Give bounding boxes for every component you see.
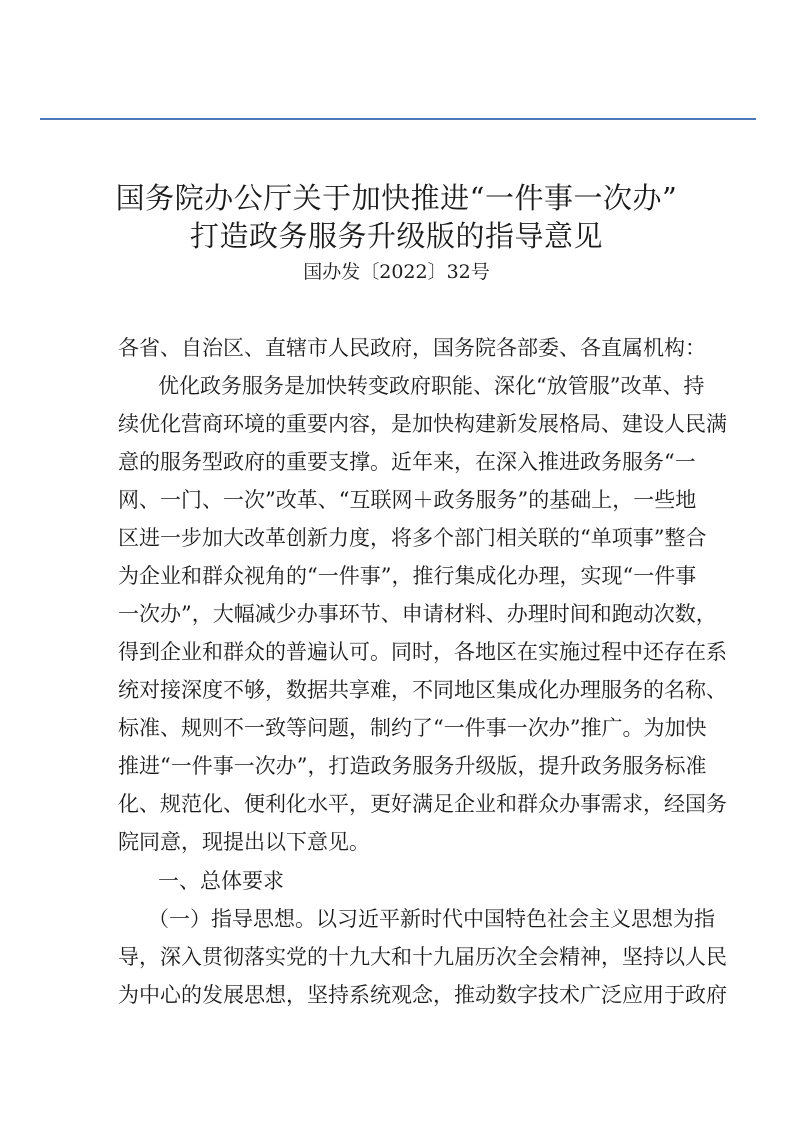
paragraph-1-line: 院同意，现提出以下意见。 bbox=[118, 830, 370, 854]
paragraph-1-line: 得到企业和群众的普遍认可。同时，各地区在实施过程中还存在系 bbox=[118, 640, 727, 664]
paragraph-2-line: 导，深入贯彻落实党的十九大和十九届历次全会精神，坚持以人民 bbox=[118, 945, 727, 969]
paragraph-1-line: 续优化营商环境的重要内容，是加快构建新发展格局、建设人民满 bbox=[118, 412, 727, 436]
paragraph-2-line: 为中心的发展思想，坚持系统观念，推动数字技术广泛应用于政府 bbox=[118, 983, 727, 1007]
paragraph-1-line: 意的服务型政府的重要支撑。近年来，在深入推进政务服务“一 bbox=[118, 450, 696, 474]
paragraph-1-line: 一次办”，大幅减少办事环节、申请材料、办理时间和跑动次数， bbox=[118, 602, 717, 626]
salutation: 各省、自治区、直辖市人民政府，国务院各部委、各直属机构： bbox=[118, 336, 706, 360]
document-title-line-2: 打造政务服务升级版的指导意见 bbox=[189, 219, 603, 253]
paragraph-1-line: 区进一步加大改革创新力度，将多个部门相关联的“单项事”整合 bbox=[118, 526, 707, 550]
header-rule bbox=[40, 118, 756, 120]
document-number: 国办发〔2022〕32号 bbox=[303, 261, 490, 283]
paragraph-1-line: 推进“一件事一次办”，打造政务服务升级版，提升政务服务标准 bbox=[118, 754, 707, 778]
paragraph-1-line: 统对接深度不够，数据共享难，不同地区集成化办理服务的名称、 bbox=[118, 678, 727, 702]
paragraph-1-line: 为企业和群众视角的“一件事”，推行集成化办理，实现“一件事 bbox=[118, 564, 697, 588]
document-title-line-1: 国务院办公厅关于加快推进“一件事一次办” bbox=[115, 181, 678, 215]
section-1-heading: 一、总体要求 bbox=[158, 869, 284, 893]
paragraph-1-line: 化、规范化、便利化水平，更好满足企业和群众办事需求，经国务 bbox=[118, 792, 727, 816]
paragraph-1-line: 优化政务服务是加快转变政府职能、深化“放管服”改革、持 bbox=[158, 374, 705, 398]
paragraph-2-line: （一）指导思想。以习近平新时代中国特色社会主义思想为指 bbox=[148, 907, 715, 931]
paragraph-1-line: 标准、规则不一致等问题，制约了“一件事一次办”推广。为加快 bbox=[118, 716, 707, 740]
paragraph-1-line: 网、一门、一次”改革、“互联网＋政务服务”的基础上，一些地 bbox=[118, 488, 697, 512]
